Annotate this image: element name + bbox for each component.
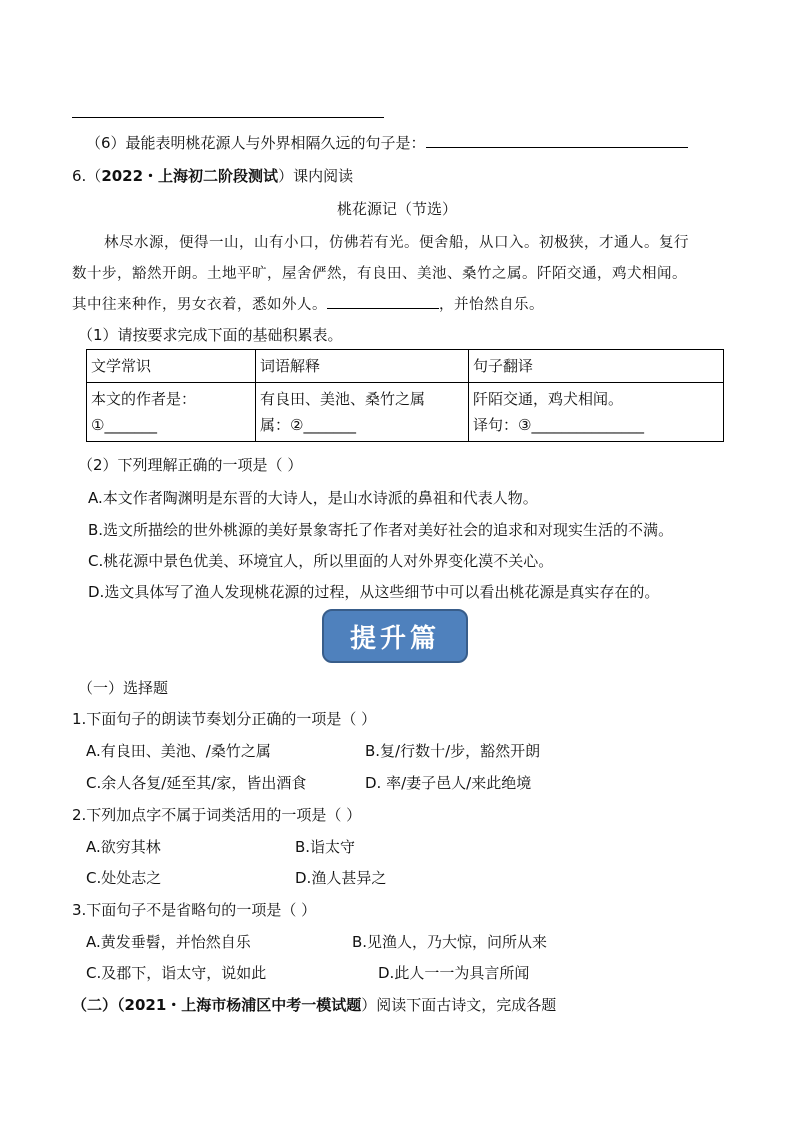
cell-blank-line: 译句：③_______________	[473, 416, 644, 434]
table-header-row	[87, 350, 724, 383]
header-source: 2022・上海初二阶段测试	[101, 167, 279, 185]
question-2-prompt: （2）下列理解正确的一项是（ ）	[78, 456, 303, 474]
cell-blank-line: ①_______	[91, 416, 157, 434]
cell-blank-line: 属：②_______	[260, 416, 356, 434]
passage-line-3-tail: ，并怡然自乐。	[439, 297, 544, 313]
question-1-prompt: （1）请按要求完成下面的基础积累表。	[78, 326, 343, 344]
passage-blank[interactable]	[327, 308, 439, 309]
table-header-cell: 词语解释	[256, 350, 469, 383]
question-2-option-a[interactable]: A.本文作者陶渊明是东晋的大诗人，是山水诗派的鼻祖和代表人物。	[88, 489, 538, 507]
table-cell[interactable]	[87, 383, 256, 442]
mc-1-option-d[interactable]: D. 率/妻子邑人/来此绝境	[365, 774, 532, 792]
cell-line: 有良田、美池、桑竹之属	[260, 390, 426, 408]
table-header-cell: 文学常识	[87, 350, 256, 383]
question-2-option-c[interactable]: C.桃花源中景色优美、环境宜人，所以里面的人对外界变化漠不关心。	[88, 552, 554, 570]
mc-3-option-c[interactable]: C.及郡下，诣太守，说如此	[86, 964, 267, 982]
mc-3-option-d[interactable]: D.此人一一为具言所闻	[378, 964, 530, 982]
mc-2-option-c[interactable]: C.处处志之	[86, 869, 162, 887]
mc-3-option-a[interactable]: A.黄发垂髫，并怡然自乐	[86, 933, 251, 951]
header-suffix: ）课内阅读	[278, 167, 354, 185]
header-prefix: 6.（	[72, 167, 102, 185]
mc-1-option-c[interactable]: C.余人各复/延至其/家，皆出酒食	[86, 774, 307, 792]
advanced-section-banner: 提升篇	[322, 609, 468, 663]
question-6-text: （6）最能表明桃花源人与外界相隔久远的句子是：	[86, 134, 426, 152]
table-header-cell: 句子翻译	[469, 350, 724, 383]
mc-1-prompt: 1.下面句子的朗读节奏划分正确的一项是（ ）	[72, 710, 377, 728]
mc-2-option-d[interactable]: D.渔人甚异之	[295, 869, 387, 887]
mc-1-option-a[interactable]: A.有良田、美池、/桑竹之属	[86, 742, 271, 760]
section-2-suffix: ）阅读下面古诗文，完成各题	[361, 996, 557, 1014]
mc-2-option-b[interactable]: B.诣太守	[295, 838, 356, 856]
answer-blank[interactable]	[426, 147, 688, 148]
mc-3-prompt: 3.下面句子不是省略句的一项是（ ）	[72, 901, 317, 919]
question-6-header	[72, 165, 353, 186]
cell-line: 本文的作者是：	[91, 390, 197, 408]
passage-line-1: 林尽水源，便得一山，山有小口，仿佛若有光。便舍船，从口入。初极狭，才通人。复行	[104, 235, 689, 251]
top-divider-line	[72, 117, 384, 118]
question-2-option-d[interactable]: D.选文具体写了渔人发现桃花源的过程，从这些细节中可以看出桃花源是真实存在的。	[88, 583, 660, 601]
question-2-option-b[interactable]: B.选文所描绘的世外桃源的美好景象寄托了作者对美好社会的追求和对现实生活的不满。	[88, 521, 674, 539]
mc-2-option-a[interactable]: A.欲穷其林	[86, 838, 161, 856]
mc-1-option-b[interactable]: B.复/行数十/步，豁然开朗	[365, 742, 541, 760]
section-2-prefix: （二）（	[72, 996, 125, 1014]
section-2-source: 2021・上海市杨浦区中考一模试题	[124, 996, 362, 1014]
question-6-item	[86, 132, 688, 153]
passage-line-3	[72, 293, 544, 314]
table-cell[interactable]	[469, 383, 724, 442]
section-1-title: （一）选择题	[78, 679, 169, 697]
passage-title: 桃花源记（节选）	[336, 200, 457, 218]
mc-3-option-b[interactable]: B.见渔人，乃大惊，问所从来	[352, 933, 548, 951]
table-row	[87, 383, 724, 442]
passage-line-2: 数十步，豁然开朗。土地平旷，屋舍俨然，有良田、美池、桑竹之属。阡陌交通，鸡犬相闻。	[72, 266, 687, 282]
passage-line-3-text: 其中往来种作，男女衣着，悉如外人。	[72, 297, 327, 313]
table-cell[interactable]	[256, 383, 469, 442]
cell-line: 阡陌交通，鸡犬相闻。	[473, 390, 624, 408]
section-2-header	[72, 994, 556, 1015]
mc-2-prompt: 2.下列加点字不属于词类活用的一项是（ ）	[72, 806, 362, 824]
accumulation-table	[86, 349, 724, 442]
